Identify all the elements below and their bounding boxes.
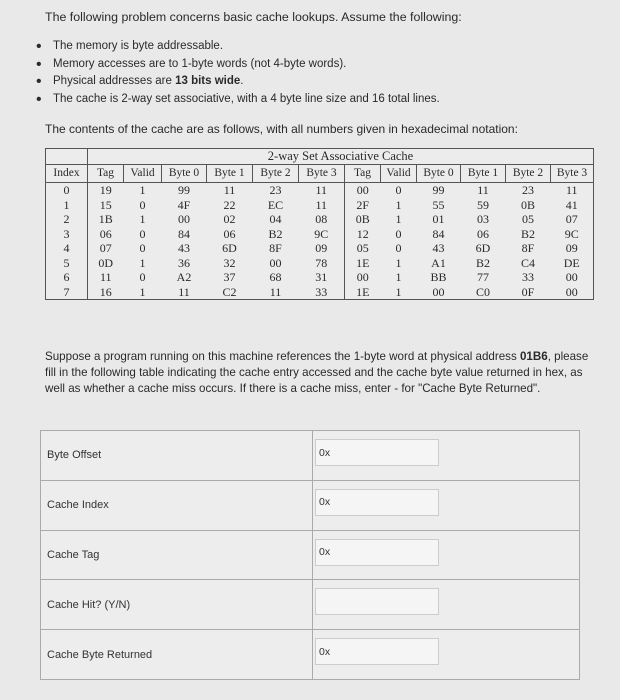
cache-cell: 32 xyxy=(223,255,236,270)
cache-set-row xyxy=(46,212,594,227)
cache-index-input[interactable] xyxy=(315,489,439,516)
answer-table xyxy=(40,430,580,680)
cache-cell: 00 xyxy=(356,270,369,284)
assumption-emphasis: 13 bits wide xyxy=(175,75,241,87)
cache-cell: 1 xyxy=(124,285,162,300)
cache-set-row xyxy=(46,270,594,285)
cache-cell: 1B xyxy=(88,212,124,227)
cache-table-caption: 2-way Set Associative Cache xyxy=(88,149,594,165)
cache-cell: 59 xyxy=(477,197,489,212)
assumption-list xyxy=(36,38,440,108)
cache-tag-input[interactable] xyxy=(315,539,439,566)
cache-cell: 04 xyxy=(269,212,282,226)
cache-cell: DE xyxy=(551,256,594,271)
cache-cell: 11 xyxy=(223,183,236,197)
cache-cell: 00 xyxy=(551,285,594,300)
cache-cell: 9C xyxy=(299,227,345,242)
byte-offset-input[interactable] xyxy=(315,439,439,466)
cache-cell: 09 xyxy=(299,241,345,256)
cache-cell: 0 xyxy=(139,241,146,255)
assumption-item xyxy=(36,73,440,91)
set-index-cell: 4 xyxy=(46,241,88,256)
assumption-text: The cache is 2-way set associative, with a 4 byte line size and 16 total lines. xyxy=(53,92,440,105)
cache-cell: B2 xyxy=(520,226,535,241)
cache-cell: 0 xyxy=(395,226,402,241)
cache-cell: 78 xyxy=(299,256,345,271)
cache-cell: BB xyxy=(430,270,447,284)
contents-intro: The contents of the cache are as follows, with all numbers given in hexadecimal notation: xyxy=(45,122,518,136)
cache-cell: 41 xyxy=(551,198,594,213)
cache-set-row xyxy=(46,285,594,300)
cache-cell: 08 xyxy=(299,212,345,227)
cache-cell: 00 xyxy=(551,270,594,285)
cache-cell: 84 xyxy=(178,226,190,241)
cache-cell: B2 xyxy=(475,255,490,270)
cache-cell: C4 xyxy=(520,255,535,270)
assumption-text: Memory accesses are to 1-byte words (not 4-byte words). xyxy=(53,57,347,70)
physical-address: 01B6 xyxy=(519,350,548,363)
cache-cell: C2 xyxy=(207,285,253,300)
cache-cell: 9C xyxy=(551,227,594,242)
cache-cell: 11 xyxy=(299,198,345,213)
cache-cell: 00 xyxy=(417,285,461,300)
cache-cell: 1 xyxy=(381,285,417,300)
cache-cell: 4F xyxy=(177,197,191,212)
answer-label: Cache Tag xyxy=(41,530,313,580)
cache-cell: 1 xyxy=(395,212,402,226)
cache-cell: 1 xyxy=(395,270,402,284)
cache-cell: 33 xyxy=(522,270,534,284)
answer-label: Byte Offset xyxy=(41,431,313,481)
cache-cell: 68 xyxy=(269,270,282,284)
cache-cell: 16 xyxy=(88,285,124,300)
cache-cell: 23 xyxy=(522,183,534,197)
cache-cell: 36 xyxy=(178,255,190,270)
cache-cell: EC xyxy=(267,197,284,212)
cache-cell: 6D xyxy=(475,241,491,255)
cache-cell: 06 xyxy=(477,226,489,241)
cache-cell: 01 xyxy=(432,212,445,226)
cache-cell: 0 xyxy=(139,270,146,284)
cache-table-header: Byte 2 xyxy=(253,165,299,183)
cache-set-row xyxy=(46,227,594,242)
cache-cell: 1 xyxy=(139,212,146,226)
cache-table-header: Byte 1 xyxy=(207,165,253,183)
assumption-text: The memory is byte addressable. xyxy=(53,40,224,52)
cache-cell: 0 xyxy=(395,183,402,197)
cache-cell: 43 xyxy=(432,241,445,255)
set-index-cell: 0 xyxy=(46,183,88,198)
cache-cell: 1 xyxy=(395,255,402,270)
cache-cell: 8F xyxy=(521,241,535,255)
cache-cell: 1 xyxy=(395,197,402,212)
cache-set-row xyxy=(46,256,594,271)
assumption-item xyxy=(36,91,440,109)
cache-cell: 1 xyxy=(139,183,146,197)
cache-contents-table xyxy=(45,148,594,300)
cache-cell: 31 xyxy=(299,270,345,285)
cache-cell: 11 xyxy=(551,183,594,198)
cache-cell: 0 xyxy=(395,241,402,255)
cache-cell: A2 xyxy=(176,270,192,284)
set-index-cell: 6 xyxy=(46,270,88,285)
cache-cell: 00 xyxy=(356,183,369,197)
cache-set-row xyxy=(46,241,594,256)
cache-table-header: Byte 1 xyxy=(461,165,506,183)
cache-cell: 06 xyxy=(223,226,236,241)
cache-cell: 99 xyxy=(178,183,190,197)
cache-cell: 1 xyxy=(139,255,146,270)
cache-cell: 07 xyxy=(88,241,124,256)
cache-cell: 06 xyxy=(88,227,124,242)
answer-label: Cache Hit? (Y/N) xyxy=(41,580,313,630)
cache-cell: 0 xyxy=(139,226,146,241)
cache-cell: 11 xyxy=(88,270,124,285)
cache-table-header: Byte 0 xyxy=(417,165,461,183)
cache-cell: 19 xyxy=(88,183,124,198)
problem-text-end: , please fill in the following table indicating the cache entry accessed and the cache byte value returned in hex, as well as whether a cache miss occurs. If there is a cache miss, enter - for "Cache Byte Returned". xyxy=(45,350,589,395)
answer-row xyxy=(41,431,580,481)
cache-cell: 11 xyxy=(299,183,345,198)
cache-cell: 33 xyxy=(299,285,345,300)
cache-cell: 11 xyxy=(253,285,299,300)
cache-cell: 05 xyxy=(356,241,369,255)
cache-cell: 0B xyxy=(355,212,370,226)
cache-cell: C0 xyxy=(461,285,506,300)
cache-cell: 03 xyxy=(477,212,489,226)
cache-cell: 99 xyxy=(432,183,445,197)
cache-byte-returned-input[interactable] xyxy=(315,638,439,665)
answer-row xyxy=(41,530,580,580)
cache-cell: 02 xyxy=(223,212,236,226)
cache-cell: 00 xyxy=(178,212,190,226)
assumption-item xyxy=(36,38,440,56)
cache-cell: 84 xyxy=(432,226,445,241)
cache-cell: 0 xyxy=(139,197,146,212)
cache-cell: 77 xyxy=(477,270,489,284)
intro-text: The following problem concerns basic cache lookups. Assume the following: xyxy=(45,10,462,24)
set-index-cell: 2 xyxy=(46,212,88,227)
cache-cell: 0D xyxy=(88,256,124,271)
cache-table-header: Byte 2 xyxy=(506,165,551,183)
cache-cell: 55 xyxy=(432,197,445,212)
cache-cell: 37 xyxy=(223,270,236,284)
cache-cell: 8F xyxy=(269,241,282,255)
cache-hit-input[interactable] xyxy=(315,588,439,615)
set-index-cell: 3 xyxy=(46,227,88,242)
cache-cell: 23 xyxy=(269,183,282,197)
assumption-text-end: . xyxy=(240,75,244,87)
cache-cell: 00 xyxy=(269,255,282,270)
cache-cell: 11 xyxy=(162,285,207,300)
cache-table-header: Byte 3 xyxy=(551,165,594,183)
cache-cell: 0B xyxy=(520,197,535,212)
problem-statement xyxy=(45,349,595,397)
cache-table-header: Byte 0 xyxy=(162,165,207,183)
cache-cell: 09 xyxy=(551,241,594,256)
cache-cell: 1E xyxy=(345,285,381,300)
cache-set-row xyxy=(46,198,594,213)
cache-table-header: Index xyxy=(46,165,88,183)
cache-cell: 2F xyxy=(356,197,370,212)
cache-cell: 6D xyxy=(222,241,237,255)
set-index-cell: 5 xyxy=(46,256,88,271)
set-index-cell: 7 xyxy=(46,285,88,300)
cache-cell: 0F xyxy=(506,285,551,300)
answer-row xyxy=(41,630,580,680)
cache-cell: 15 xyxy=(88,198,124,213)
answer-label: Cache Index xyxy=(41,480,313,530)
cache-cell: 11 xyxy=(477,183,489,197)
answer-row xyxy=(41,480,580,530)
cache-table-header: Tag xyxy=(88,165,124,183)
answer-label: Cache Byte Returned xyxy=(41,630,313,680)
cache-cell: 1E xyxy=(356,255,370,270)
assumption-item xyxy=(36,56,440,74)
cache-cell: 07 xyxy=(551,212,594,227)
cache-cell: B2 xyxy=(268,226,283,241)
cache-set-row xyxy=(46,183,594,198)
cache-table-header: Tag xyxy=(345,165,381,183)
cache-cell: A1 xyxy=(431,255,446,270)
cache-cell: 12 xyxy=(356,226,369,241)
cache-cell: 43 xyxy=(178,241,190,255)
cache-table-header: Valid xyxy=(381,165,417,183)
cache-cell: 22 xyxy=(223,197,236,212)
cache-table-header: Byte 3 xyxy=(299,165,345,183)
cache-table-header: Valid xyxy=(124,165,162,183)
answer-row xyxy=(41,580,580,630)
problem-text: Suppose a program running on this machine references the 1-byte word at physical address xyxy=(45,350,520,363)
set-index-cell: 1 xyxy=(46,198,88,213)
cache-cell: 05 xyxy=(522,212,534,226)
assumption-text: Physical addresses are xyxy=(53,75,176,87)
